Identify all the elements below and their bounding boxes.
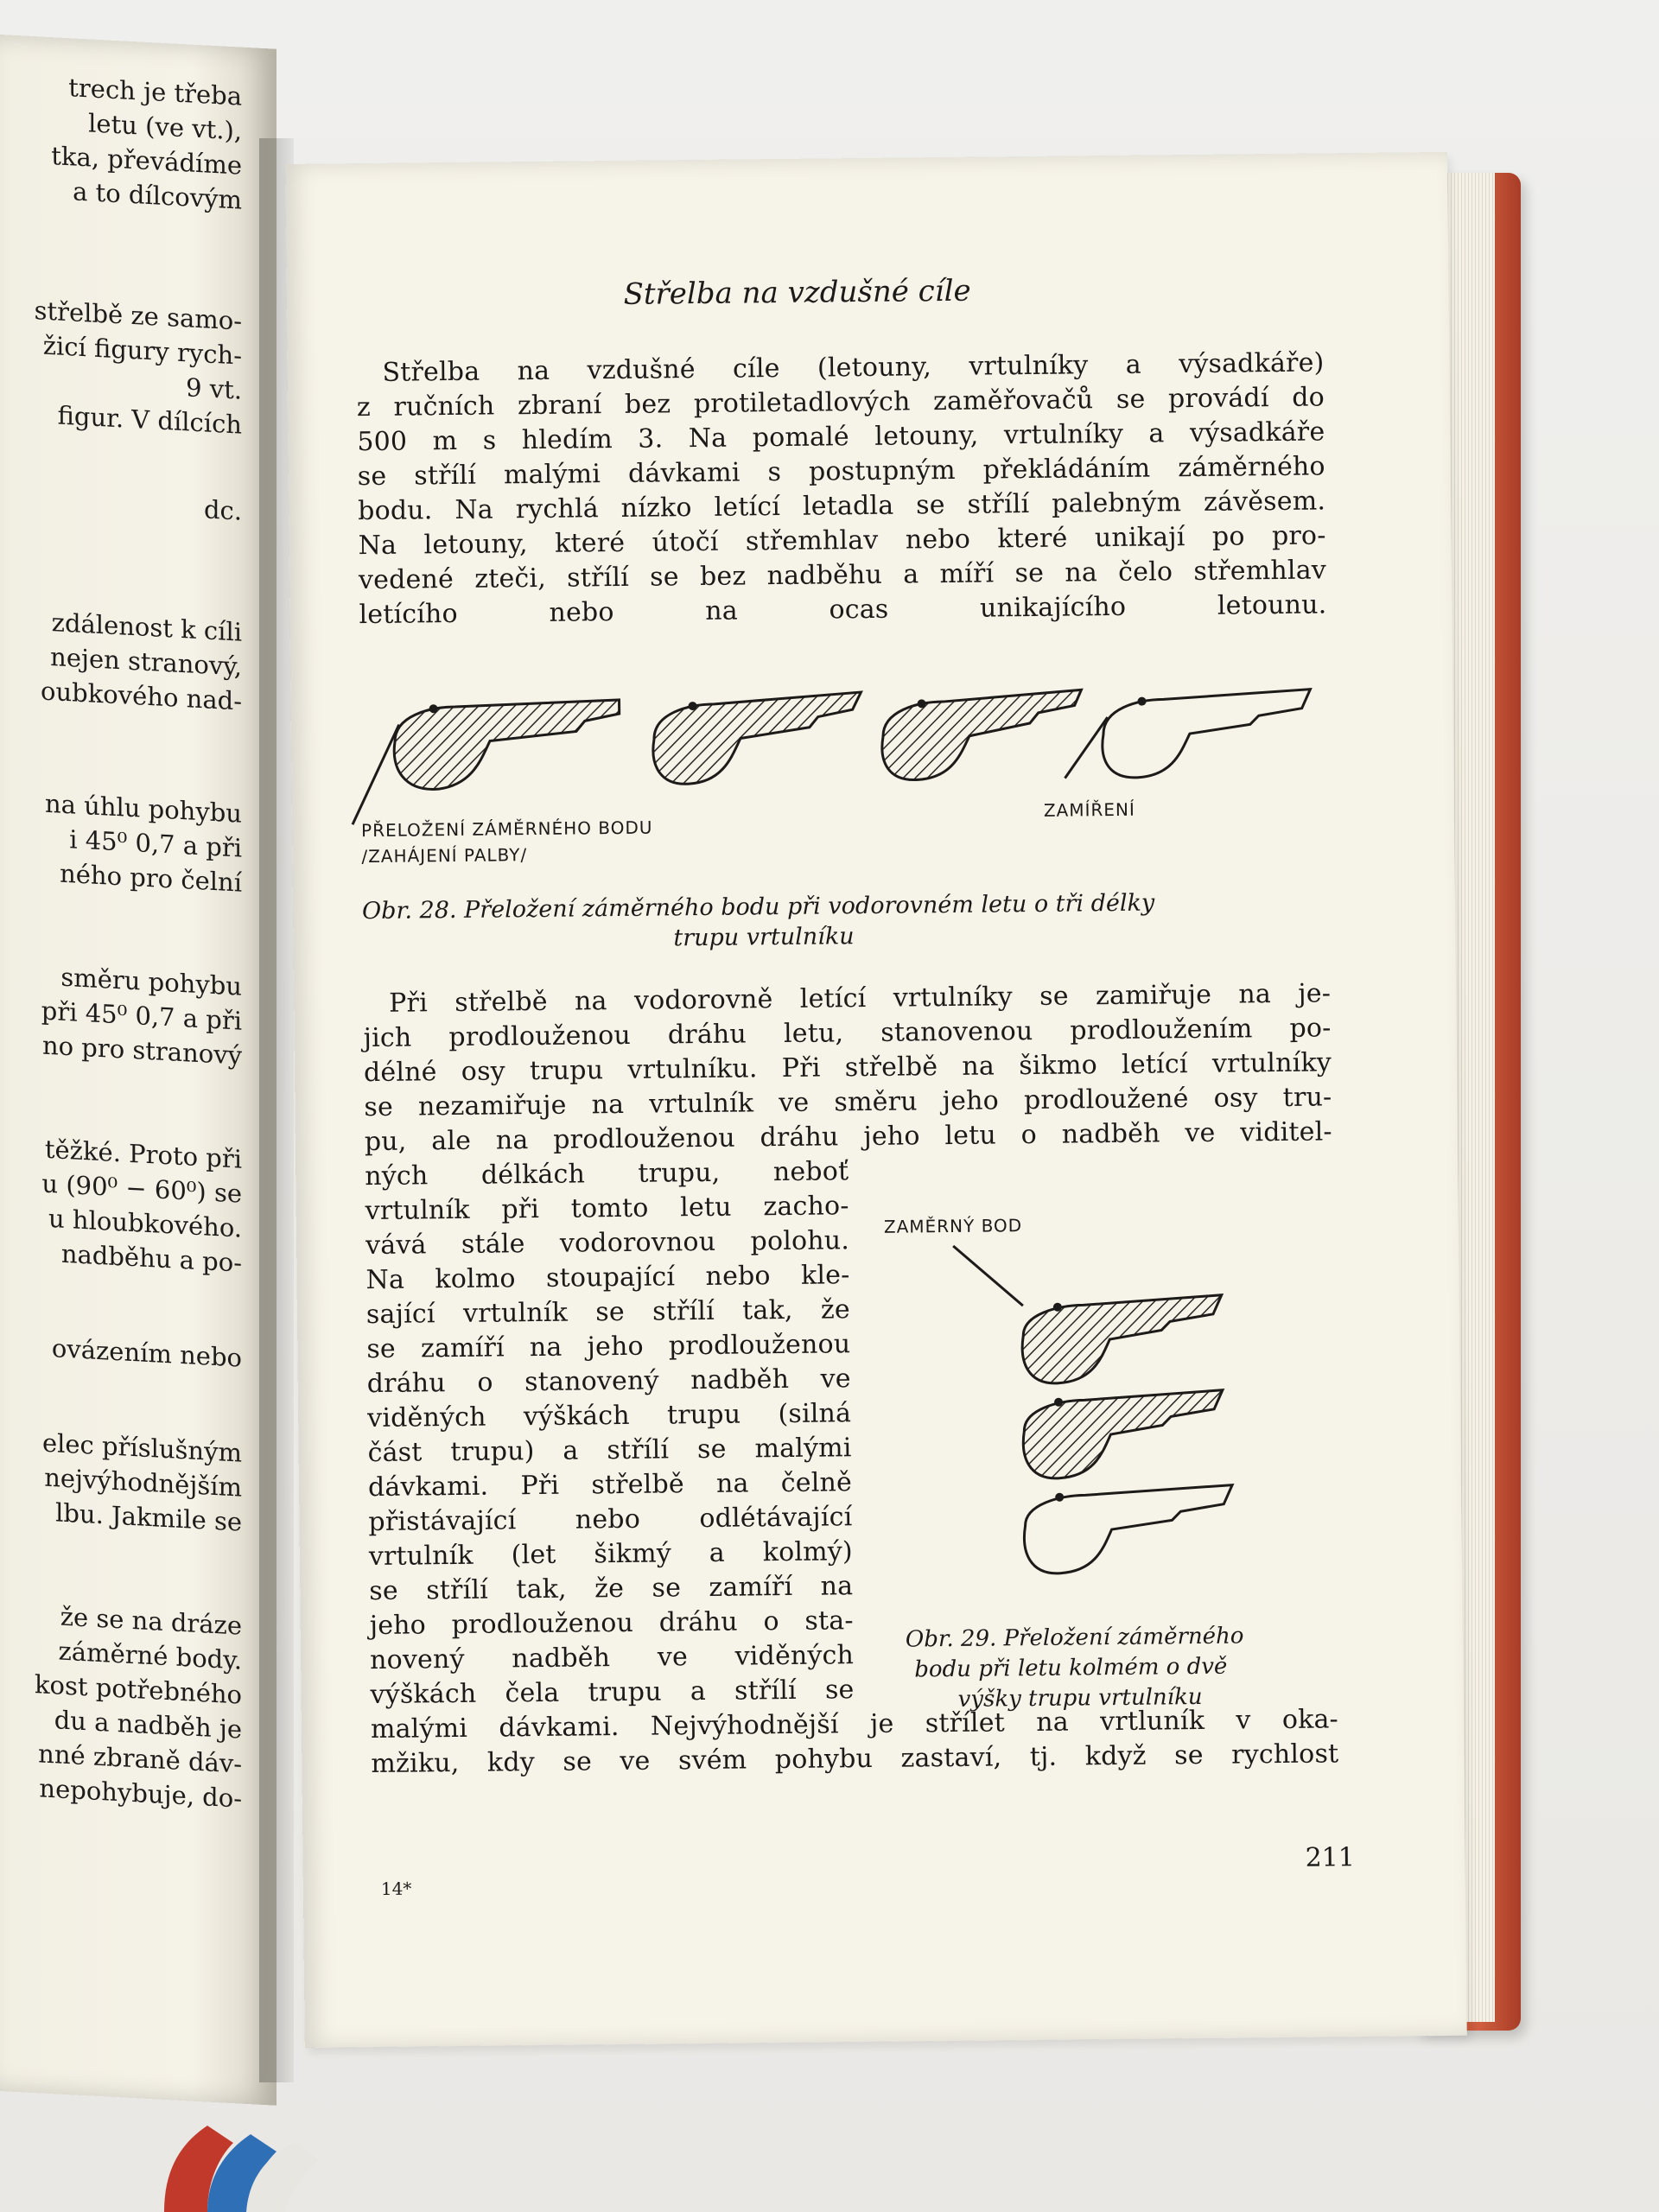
- signature-mark: 14*: [380, 1878, 412, 1899]
- text-line: délné osy trupu vrtulníku. Při střelbě na šikmo letící vrtulníky: [363, 1047, 1332, 1089]
- text-line: Střelba na vzdušné cíle (letouny, vrtulníky a výsadkáře): [382, 347, 1325, 388]
- fig29-label: ZAMĚRNÝ BOD: [883, 1215, 1023, 1237]
- figure-29: [901, 1233, 1354, 1600]
- left-page: [0, 35, 276, 2106]
- left-page-line: při 45⁰ 0,7 a při: [41, 995, 242, 1036]
- left-page-line: oubkového nad-: [41, 676, 242, 716]
- left-page-line: dc.: [203, 494, 242, 526]
- left-page-line: u hloubkového.: [48, 1203, 242, 1243]
- left-page-line: nadběhu a po-: [60, 1238, 242, 1278]
- left-page-line: no pro stranový: [41, 1030, 242, 1071]
- text-line: Při střelbě na vodorovně letící vrtulníky se zamiřuje na je-: [388, 978, 1332, 1019]
- helicopter-3: [881, 690, 1082, 780]
- text-line: 500 m s hledím 3. Na pomalé letouny, vrtulníky a výsadkáře: [357, 416, 1325, 458]
- fig28-label-left-1: PŘELOŽENÍ ZÁMĚRNÉHO BODU: [360, 817, 653, 842]
- text-line: mžiku, kdy se ve svém pohybu zastaví, tj. když se rychlost: [371, 1738, 1339, 1780]
- text-line: vává stále vodorovnou polohu.: [365, 1225, 850, 1262]
- left-page-line: trech je třeba: [68, 73, 242, 111]
- page-heading: Střelba na vzdušné cíle: [623, 273, 971, 312]
- left-page-line: těžké. Proto při: [44, 1134, 242, 1174]
- left-page-line: že se na dráze: [60, 1601, 242, 1641]
- left-page-line: žicí figury rych-: [42, 330, 242, 371]
- text-line: část trupu) a střílí se malými: [367, 1433, 852, 1469]
- left-page-line: letu (ve vt.),: [88, 108, 242, 146]
- left-page-line: a to dílcovým: [73, 176, 242, 215]
- left-page-line: kost potřebného: [34, 1669, 242, 1710]
- text-line: z ručních zbraní bez protiletadlových zaměřovačů se provádí do: [356, 382, 1325, 423]
- left-page-line: nné zbraně dáv-: [38, 1738, 242, 1779]
- text-line: viděných výškách trupu (silná: [367, 1398, 852, 1434]
- left-page-line: ovázením nebo: [51, 1333, 242, 1373]
- left-page-line: nepohybuje, do-: [39, 1773, 242, 1814]
- left-page-line: u (90⁰ − 60⁰) se: [41, 1168, 242, 1209]
- helicopter-top: [1022, 1295, 1223, 1384]
- left-page-line: figur. V dílcích: [57, 400, 242, 440]
- text-line: malými dávkami. Nejvýhodnější je střílet na vrtluník v oka-: [370, 1704, 1339, 1745]
- fig28-caption-line-1: Obr. 28. Přeložení záměrného bodu při vodorovném letu o tři délky: [361, 889, 1155, 925]
- fig28-label-right: ZAMÍŘENÍ: [1043, 798, 1135, 821]
- helicopter-1: [352, 700, 620, 824]
- text-line: se střílí malými dávkami s postupným překládáním záměrného: [357, 451, 1325, 493]
- text-line: vrtulník při tomto letu zacho-: [365, 1191, 849, 1227]
- left-page-line: nejvýhodnějším: [44, 1462, 242, 1503]
- text-line: přistávající nebo odlétávající: [368, 1502, 853, 1538]
- fig29-caption-line-3: výšky trupu vrtulníku: [957, 1683, 1203, 1713]
- text-line: jeho prodlouženou dráhu o sta-: [369, 1605, 854, 1642]
- left-page-line: nejen stranový,: [50, 642, 242, 682]
- left-page-line: du a nadběh je: [54, 1705, 242, 1745]
- left-page-line: záměrné body.: [58, 1636, 242, 1675]
- fig29-caption-line-2: bodu při letu kolmém o dvě: [914, 1653, 1228, 1683]
- left-page-line: směru pohybu: [60, 962, 242, 1001]
- text-line: pu, ale na prodlouženou dráhu jeho letu o nadběh ve viditel-: [364, 1116, 1332, 1158]
- helicopter-4: [1064, 690, 1311, 779]
- helicopter-middle: [1023, 1390, 1224, 1479]
- left-page-line: lbu. Jakmile se: [55, 1497, 242, 1537]
- fig28-label-left-2: /ZAHÁJENÍ PALBY/: [361, 844, 528, 868]
- left-page-line: i 45⁰ 0,7 a při: [69, 824, 242, 863]
- text-line: se zamíří na jeho prodlouženou: [366, 1329, 851, 1365]
- bookmark-ribbons: [147, 2091, 372, 2212]
- text-line: se nezamiřuje na vrtulník ve směru jeho prodloužené osy tru-: [364, 1082, 1332, 1123]
- helicopter-bottom: [1024, 1485, 1233, 1574]
- text-line: dávkami. Při střelbě na čelně: [367, 1467, 853, 1503]
- text-line: letícího nebo na ocas unikajícího letounu.: [359, 589, 1327, 631]
- fig28-caption-line-2: trupu vrtulníku: [673, 923, 855, 952]
- page-number: 211: [1305, 1842, 1356, 1873]
- text-line: se střílí tak, že se zamíří na: [369, 1571, 854, 1607]
- text-line: dráhu o stanovený nadběh ve: [366, 1363, 851, 1400]
- fig29-caption-line-1: Obr. 29. Přeložení záměrného: [905, 1623, 1244, 1653]
- left-page-line: zdálenost k cíli: [51, 607, 242, 647]
- text-line: novený nadběh ve viděných: [369, 1640, 855, 1676]
- text-line: vedené zteči, střílí se bez nadběhu a míří se na čelo střemhlav: [358, 555, 1327, 596]
- text-line: výškách čela trupu a střílí se: [370, 1675, 855, 1711]
- text-line: Na letouny, které útočí střemhlav nebo které unikají po pro-: [358, 520, 1326, 562]
- text-line: vrtulník (let šikmý a kolmý): [368, 1536, 854, 1573]
- text-line: jich prodlouženou dráhu letu, stanovenou prodloužením po-: [363, 1013, 1332, 1054]
- left-page-line: tka, převádíme: [51, 141, 242, 181]
- helicopter-2: [652, 692, 861, 785]
- left-page-line: elec příslušným: [41, 1427, 242, 1468]
- text-line: bodu. Na rychlá nízko letící letadla se střílí palebným závěsem.: [358, 486, 1326, 527]
- text-line: Na kolmo stoupající nebo kle-: [365, 1260, 850, 1296]
- text-line: ných délkách trupu, neboť: [365, 1156, 849, 1192]
- left-page-line: ného pro čelní: [60, 858, 242, 898]
- left-page-line: 9 vt.: [186, 372, 242, 405]
- left-page-line: na úhlu pohybu: [44, 788, 242, 829]
- left-page-line: střelbě ze samo-: [34, 296, 242, 336]
- right-page: [285, 152, 1467, 2048]
- text-line: sající vrtulník se střílí tak, že: [365, 1294, 851, 1331]
